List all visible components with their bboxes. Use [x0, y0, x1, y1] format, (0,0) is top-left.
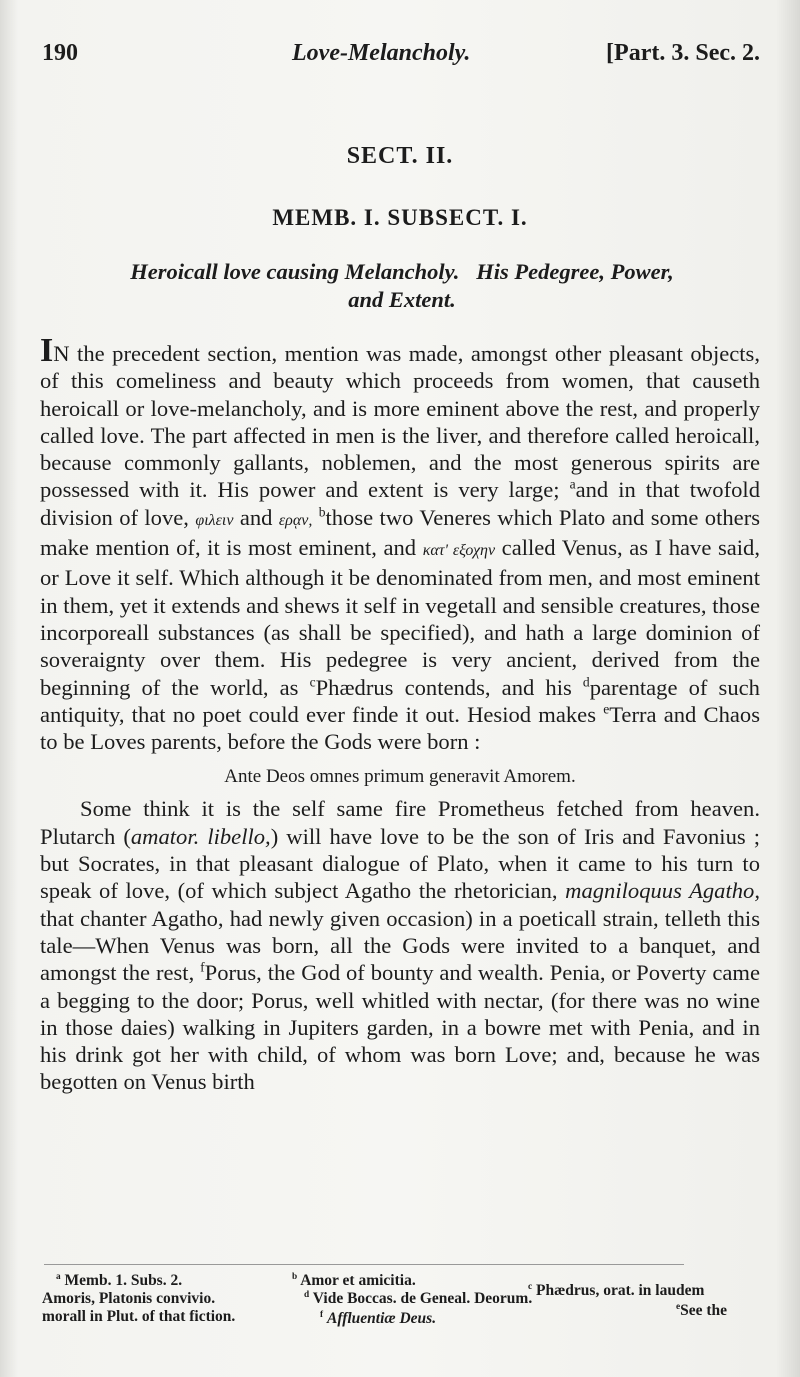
- text-run: Terra and Chaos to be Loves parents, before the Gods were born :: [40, 701, 760, 755]
- footnote-mark: b: [292, 1271, 298, 1282]
- text-run: those two Veneres which Plato and some others make mention of, it is most eminent, and: [40, 504, 761, 561]
- member-subsection-heading: MEMB. I. SUBSECT. I.: [272, 205, 528, 230]
- text-run: Some think it is the self same fire Prometheus fetched from heaven. Plutarch (: [40, 796, 760, 849]
- text-run: and: [239, 504, 273, 530]
- footnote-mark-c: c: [309, 674, 316, 690]
- footnote-mark-d: d: [582, 674, 590, 690]
- footnote-mark: e: [676, 1301, 681, 1312]
- text-run: ) will have love to be the son of Iris and Favonius ; but Socrates, in that pleasant dialogue of Plato, when it came to his turn to speak of love, (of which subject Agatho the rhetorician,: [40, 823, 760, 904]
- text-run: N the precedent section, mention was made, amongst other pleasant objects, of this comeliness and beauty which proceeds from women, that causeth heroicall or love-melancholy, and is more eminent above the rest, and properly called love. The part affected in men is the liver, and therefore called heroicall, because commonly gallants, noblemen, and the most generous spirits are possessed with it. His power and extent is very large;: [40, 341, 760, 503]
- paragraph-2: [40, 795, 760, 1095]
- footnote-b: [292, 1272, 416, 1290]
- page-number: 190: [42, 40, 78, 66]
- italic-text: amator. libello,: [130, 823, 271, 849]
- footnote-a-line-2: Amoris, Platonis convivio.: [42, 1290, 216, 1307]
- subtitle-line-2: and Extent.: [348, 287, 456, 312]
- text-run: parentage of such antiquity, that no poet could ever finde it out. Hesiod makes: [40, 674, 760, 727]
- greek-word: φιλειν: [195, 511, 234, 529]
- footnote-d: [304, 1290, 532, 1308]
- greek-word: κατ' εξοχην: [422, 542, 496, 560]
- running-title: Love-Melancholy.: [292, 40, 471, 66]
- footnote-text: Vide Boccas. de Geneal. Deorum.: [312, 1290, 533, 1307]
- footnote-text: Affluentiæ Deus.: [326, 1310, 437, 1327]
- footnote-f: [320, 1310, 436, 1328]
- footnote-mark-e: e: [603, 701, 610, 717]
- footnote-text: Memb. 1. Subs. 2.: [64, 1272, 183, 1289]
- greek-word: ερᾳν,: [278, 511, 313, 529]
- latin-quotation: Ante Deos omnes primum generavit Amorem.: [224, 766, 576, 788]
- footnote-mark: a: [56, 1271, 61, 1282]
- running-head: [42, 36, 760, 76]
- text-run: Phædrus contends, and his: [315, 674, 572, 700]
- chapter-subtitle: [44, 258, 760, 314]
- footnote-rule: [44, 1264, 684, 1265]
- footnote-mark-f: f: [200, 959, 205, 975]
- drop-cap: I: [40, 332, 54, 369]
- text-run: and in that twofold division of love,: [40, 477, 760, 530]
- italic-text: magniloquus Agatho,: [565, 878, 760, 904]
- footnote-mark: f: [320, 1309, 324, 1320]
- footnote-text: Amor et amicitia.: [300, 1272, 416, 1289]
- text-run: called Venus, as I have said, or Love it self. Which although it be denominated from men, and most eminent in them, yet it extends and shews it self in vegetall and sensible creatures, those incorporeall substances (as shall be specified), and hath a large dominion of soveraignty over them. His pedegree is very ancient, derived from the beginning of the world, as: [40, 535, 760, 700]
- section-heading: SECT. II.: [346, 143, 454, 169]
- paragraph-1: [40, 332, 761, 755]
- footnote-mark: c: [528, 1281, 533, 1292]
- footnote-a-line-3: morall in Plut. of that fiction.: [42, 1308, 236, 1325]
- footnote-mark: d: [304, 1289, 310, 1300]
- text-run: that chanter Agatho, had newly given occasion) in a poeticall strain, telleth this tale—When Venus was born, all the Gods were invited to a banquet, and amongst the rest,: [40, 905, 760, 986]
- body-text: [40, 332, 761, 1096]
- text-run: Porus, the God of bounty and wealth. Penia, or Poverty came a begging to the door; Porus, well whitled with nectar, (for there was no wine in those daies) walking in Jupiters garden, in a bowre met with Penia, and in his drink got her with child, of whom was born Love; and, because he was begotten on Venus birth: [40, 960, 761, 1095]
- footnote-mark-b: b: [318, 504, 326, 520]
- footnote-text: See the: [680, 1302, 728, 1319]
- subtitle-line-1: Heroicall love causing Melancholy. His Pedegree, Power,: [130, 259, 674, 284]
- footnote-a: [56, 1272, 182, 1290]
- footnote-e: [676, 1302, 727, 1320]
- footnote-mark-a: a: [569, 476, 576, 492]
- footnote-text: Phædrus, orat. in laudem: [536, 1282, 705, 1299]
- part-section-label: [Part. 3. Sec. 2.: [606, 40, 760, 66]
- footnote-c: [528, 1282, 704, 1300]
